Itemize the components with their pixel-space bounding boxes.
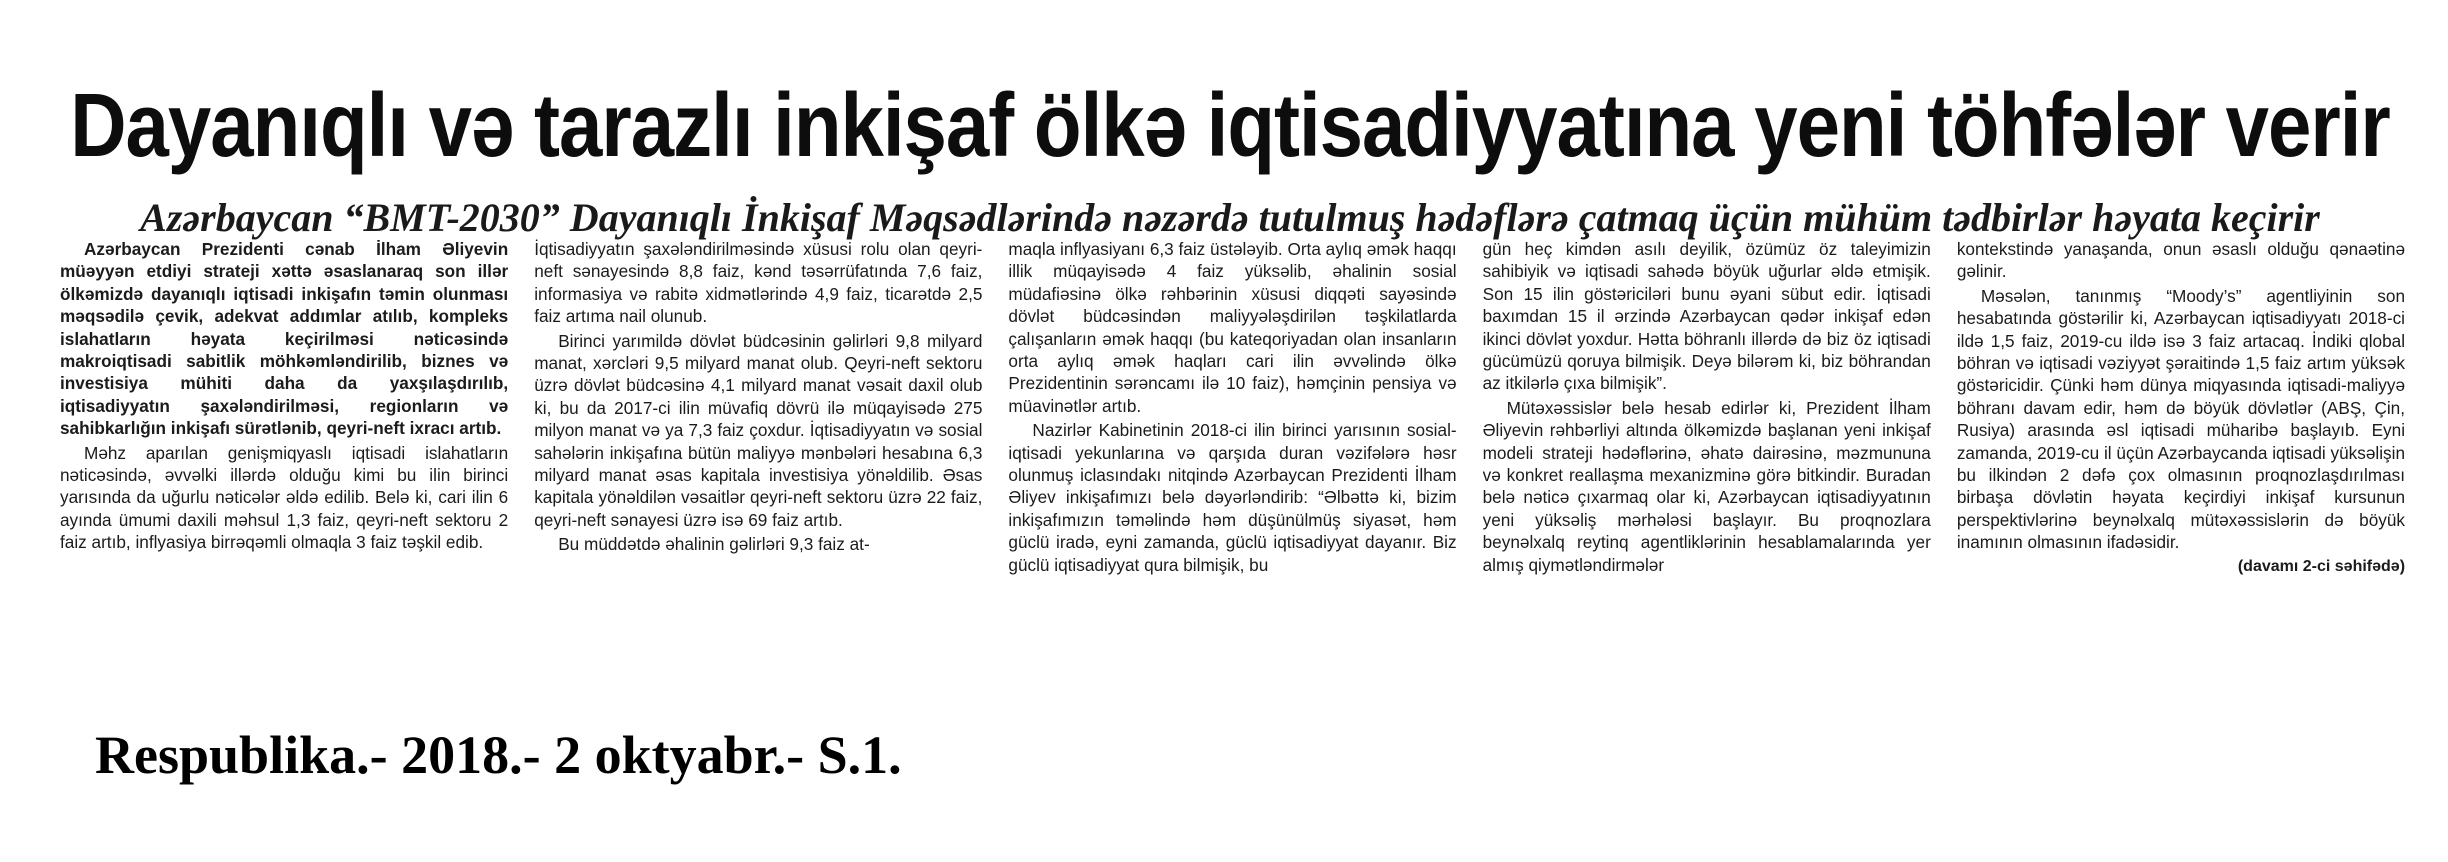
text-column-4	[1483, 238, 1931, 668]
text-column-2	[534, 238, 982, 668]
paragraph: Mütəxəssislər belə hesab edirlər ki, Prezident İlham Əliyevin rəhbərliyi altında ölkəmizdə başlanan yeni inkişaf modeli strateji hədəflərinə, əhatə dairəsinə, məzmununa və konkret reallaşma mexanizminə görə bitkindir. Buradan belə nəticə çıxarmaq olar ki, Azərbaycan iqtisadiyyatının yeni yüksəliş mərhələsi başlayır. Bu proqnozlara beynəlxalq reytinq agentliklərinin hesablamalarında yer almış qiymətləndirmələr	[1482, 397, 1931, 575]
paragraph: maqla inflyasiyanı 6,3 faiz üstələyib. Orta aylıq əmək haqqı illik müqayisədə 4 faiz yüksəlib, əhalinin sosial müdafiəsinə ölkə rəhbərinin xüsusi diqqəti sayəsində dövlət büdcəsindən maliyyələşdirilən təşkilatlarda çalışanların əmək haqqı (bu kateqoriyadan olan insanların orta aylıq əmək haqları cari ilin əvvəlində ölkə Prezidentinin sərəncamı ilə 10 faiz), həmçinin pensiya və müavinətlər artıb.	[1008, 239, 1457, 416]
text-column-1	[60, 238, 508, 668]
paragraph: Bu müddətdə əhalinin gəlirləri 9,3 faiz at-	[558, 534, 870, 555]
source-citation: Respublika.- 2018.- 2 oktyabr.- S.1.	[95, 725, 902, 785]
paragraph: İqtisadiyyatın şaxələndirilməsində xüsusi rolu olan qeyri-neft sənayesində 8,8 faiz, kənd təsərrüfatında 7,6 faiz, informasiya və rabitə xidmətlərində 4,9 faiz, ticarətdə 2,5 faiz artıma nail olunub.	[534, 239, 983, 327]
article-subheadline: Azərbaycan “BMT-2030” Dayanıqlı İnkişaf Məqsədlərində nəzərdə tutulmuş hədəflərə çatmaq üçün mühüm tədbirlər həyata keçirir	[140, 195, 2320, 240]
paragraph: gün heç kimdən asılı deyilik, özümüz öz taleyimizin sahibiyik və iqtisadi sahədə böyük uğurlar əldə etmişik. Son 15 ilin göstəriciləri bunu əyani sübut edir. İqtisadi baxımdan 15 il ərzində Azərbaycan qədər inkişaf edən ikinci dövlət yoxdur. Hətta böhranlı illərdə də biz öz iqtisadi gücümüzü qoruya bilmişik. Deyə bilərəm ki, biz böhrandan az itkilərlə çıxa bilmişik”.	[1482, 239, 1931, 394]
paragraph: kontekstində yanaşanda, onun əsaslı olduğu qənaətinə gəlinir.	[1956, 239, 2406, 282]
text-column-5	[1957, 238, 2405, 668]
article-headline: Dayanıqlı və tarazlı inkişaf ölkə iqtisadiyyatına yeni töhfələr verir	[70, 74, 2390, 176]
paragraph: Nazirlər Kabinetinin 2018-ci ilin birinci yarısının sosial-iqtisadi yekunlarına və qarşıda duran vəzifələrə həsr olunmuş iclasındakı nitqində Azərbaycan Prezidenti İlham Əliyev inkişafımızı belə dəyərləndirib: “Əlbəttə ki, bizim inkişafımızın təməlində həm düşünülmüş siyasət, həm güclü iradə, eyni zamanda, güclü iqtisadiyyat dayanır. Biz güclü iqtisadiyyat qura bilmişik, bu	[1008, 420, 1457, 575]
paragraph: Məsələn, tanınmış “Moody’s” agentliyinin son hesabatında göstərilir ki, Azərbaycan iqtisadiyyatı 2018-ci ildə 1,5 faiz, 2019-cu ildə isə 3 faiz artacaq. İndiki qlobal böhran və iqtisadi vəziyyət şəraitində 1,5 faiz artım yüksək göstəricidir. Çünki həm dünya miqyasında iqtisadi-maliyyə böhranı davam edir, həm də böyük dövlətlər (ABŞ, Çin, Rusiya) arasında əsl iqtisadi müharibə başlayıb. Eyni zamanda, 2019-cu il üçün Azərbaycanda iqtisadi yüksəlişin bu ilkindən 2 dəfə çox olmasının proqnozlaşdırılması birbaşa dövlətin həyata keçirdiyi inkişaf kursunun perspektivlərinə beynəlxalq mütəxəssislərin də böyük inamının olmasının ifadəsidir.	[1956, 285, 2406, 553]
paragraph: Birinci yarımildə dövlət büdcəsinin gəlirləri 9,8 milyard manat, xərcləri 9,5 milyard manat olub. Qeyri-neft sektoru üzrə dövlət büdcəsinə 4,1 milyard manat vəsait daxil olub ki, bu da 2017-ci ilin müvafiq dövrü ilə müqayisədə 275 milyon manat və ya 7,3 faiz çoxdur. İqtisadiyyatın və sosial sahələrin inkişafına bütün maliyyə mənbələri hesabına 6,3 milyard manat əsas kapitala investisiya yönəldilib. Əsas kapitala yönəldilən vəsaitlər qeyri-neft sektoru üzrə 22 faiz, qeyri-neft sənayesi üzrə isə 69 faiz artıb.	[534, 330, 983, 530]
lead-paragraph: Azərbaycan Prezidenti cənab İlham Əliyevin müəyyən etdiyi strateji xəttə əsaslanaraq son illər ölkəmizdə dayanıqlı iqtisadi inkişafın təmin olunması məqsədilə çevik, adekvat addımlar atılıb, kompleks islahatların həyata keçirilməsi nəticəsində makroiqtisadi sabitlik möhkəmləndirilib, biznes və investisiya mühiti daha da yaxşılaşdırılıb, iqtisadiyyatın şaxələndirilməsi, regionların və sahibkarlığın inkişafı sürətlənib, qeyri-neft ixracı artıb.	[60, 239, 509, 439]
text-column-3	[1008, 238, 1456, 668]
paragraph: Məhz aparılan genişmiqyaslı iqtisadi islahatların nəticəsində, əvvəlki illərdə olduğu kimi bu ilin birinci yarısında da uğurlu nəticələr əldə edilib. Belə ki, cari ilin 6 ayında ümumi daxili məhsul 1,3 faiz, qeyri-neft sektoru 2 faiz artıb, inflyasiya birrəqəmli olmaqla 3 faiz təşkil edib.	[60, 442, 509, 553]
continued-note: (davamı 2-ci səhifədə)	[2237, 557, 2406, 575]
article-body	[60, 238, 2405, 668]
